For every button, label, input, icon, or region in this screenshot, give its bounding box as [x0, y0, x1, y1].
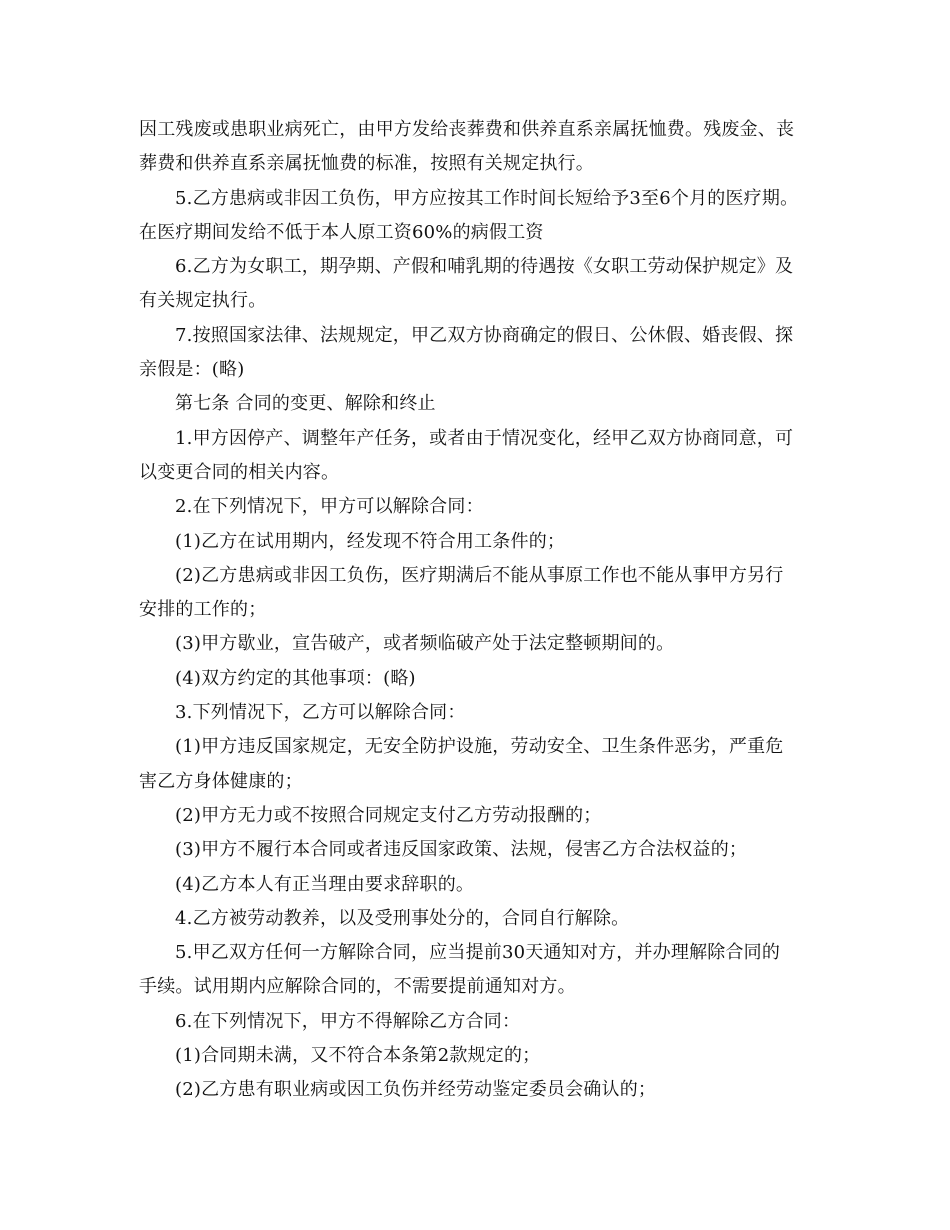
text-line: 3.下列情况下，乙方可以解除合同： — [175, 702, 466, 724]
text-line: 6.乙方为女职工，期孕期、产假和哺乳期的待遇按《女职工劳动保护规定》及 — [175, 256, 794, 278]
text-line: 手续。试用期内应解除合同的，不需要提前通知对方。 — [139, 976, 576, 998]
text-line: 有关规定执行。 — [139, 290, 267, 312]
text-line: 6.在下列情况下，甲方不得解除乙方合同： — [175, 1010, 521, 1032]
text-line: (2)乙方患有职业病或因工负伤并经劳动鉴定委员会确认的； — [175, 1079, 657, 1101]
text-line: 害乙方身体健康的； — [139, 770, 303, 792]
text-line: 以变更合同的相关内容。 — [139, 461, 340, 483]
text-line: (1)乙方在试用期内，经发现不符合用工条件的； — [175, 530, 566, 552]
text-line: 亲假是：(略) — [139, 359, 245, 381]
text-line: (1)合同期未满，又不符合本条第2款规定的； — [175, 1045, 541, 1067]
text-line: 5.乙方患病或非因工负伤，甲方应按其工作时间长短给予3至6个月的医疗期。 — [175, 187, 799, 209]
text-line: 7.按照国家法律、法规规定，甲乙双方协商确定的假日、公休假、婚丧假、探 — [175, 324, 794, 346]
text-line: 5.甲乙双方任何一方解除合同，应当提前30天通知对方，并办理解除合同的 — [175, 942, 781, 964]
text-line: (4)双方约定的其他事项：(略) — [175, 667, 416, 689]
text-line: (1)甲方违反国家规定，无安全防护设施，劳动安全、卫生条件恶劣，严重危 — [175, 736, 784, 758]
text-line: 4.乙方被劳动教养，以及受刑事处分的，合同自行解除。 — [175, 907, 630, 929]
text-line: (2)乙方患病或非因工负伤，医疗期满后不能从事原工作也不能从事甲方另行 — [175, 564, 784, 586]
text-line: 安排的工作的； — [139, 599, 267, 621]
document-body — [139, 113, 819, 1108]
text-line: 1.甲方因停产、调整年产任务，或者由于情况变化，经甲乙双方协商同意，可 — [175, 427, 794, 449]
text-line: (2)甲方无力或不按照合同规定支付乙方劳动报酬的； — [175, 804, 602, 826]
text-line: (3)甲方不履行本合同或者违反国家政策、法规，侵害乙方合法权益的； — [175, 839, 748, 861]
text-line: 因工残废或患职业病死亡，由甲方发给丧葬费和供养直系亲属抚恤费。残废金、丧 — [139, 119, 795, 140]
text-line: (3)甲方歇业，宣告破产，或者频临破产处于法定整顿期间的。 — [175, 633, 675, 655]
section-heading: 第七条 合同的变更、解除和终止 — [175, 393, 436, 415]
text-line: 2.在下列情况下，甲方可以解除合同： — [175, 496, 484, 518]
text-line: 葬费和供养直系亲属抚恤费的标准，按照有关规定执行。 — [139, 153, 594, 175]
text-line: (4)乙方本人有正当理由要求辞职的。 — [175, 873, 475, 895]
text-line: 在医疗期间发给不低于本人原工资60%的病假工资 — [139, 221, 544, 243]
